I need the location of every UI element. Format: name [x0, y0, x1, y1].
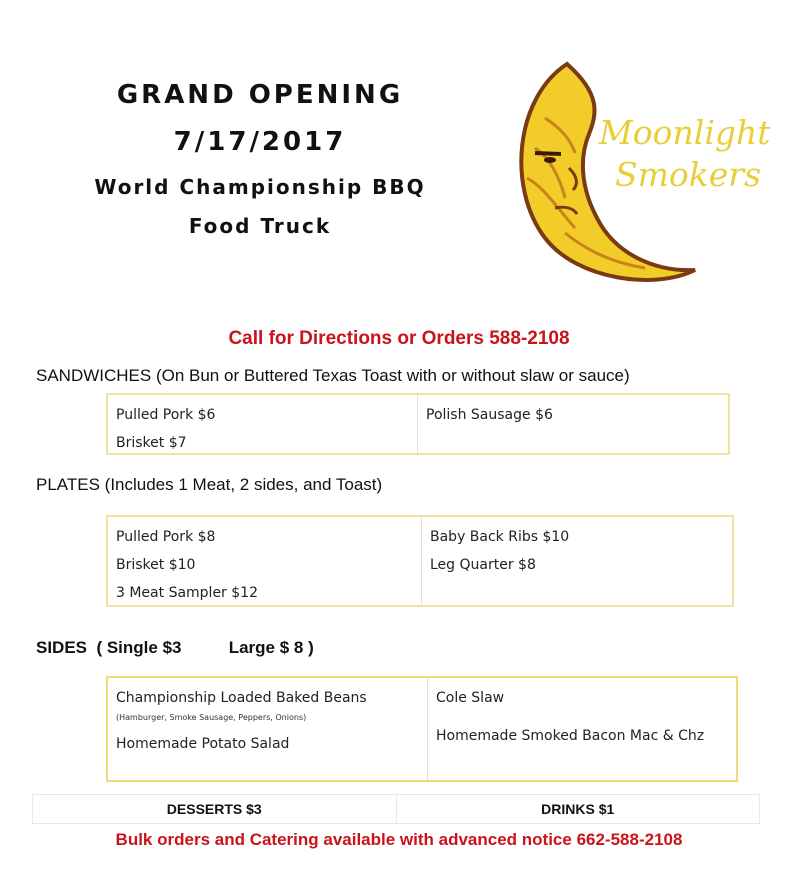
- sandwiches-left-column: [108, 395, 418, 453]
- menu-item: Cole Slaw: [436, 690, 505, 706]
- sandwiches-menu-box: [106, 393, 730, 455]
- sides-menu-box: [106, 676, 738, 782]
- desserts-drinks-bar: [32, 794, 760, 824]
- sandwiches-heading: SANDWICHES (On Bun or Buttered Texas Toast with or without slaw or sauce): [36, 366, 630, 385]
- logo-text-moonlight: Moonlight: [599, 113, 771, 152]
- menu-item: 3 Meat Sampler $12: [116, 585, 258, 601]
- opening-date: 7/17/2017: [173, 127, 347, 157]
- bbq-title: World Championship BBQ: [94, 175, 426, 199]
- plates-right-column: [422, 517, 577, 605]
- sides-heading: SIDES ( Single $3 Large $ 8 ): [36, 638, 314, 657]
- sandwiches-right-column: [418, 395, 561, 453]
- call-for-directions: Call for Directions or Orders 588-2108: [228, 328, 570, 349]
- menu-item: Pulled Pork $8: [116, 529, 216, 545]
- menu-item: Brisket $10: [116, 557, 196, 573]
- menu-item: Leg Quarter $8: [430, 557, 536, 573]
- menu-item: Homemade Potato Salad: [116, 736, 290, 752]
- sides-left-column: [108, 678, 428, 780]
- plates-menu-box: [106, 515, 734, 607]
- menu-item: Baby Back Ribs $10: [430, 529, 570, 545]
- logo-text-smokers: Smokers: [615, 155, 762, 194]
- menu-item: Brisket $7: [116, 435, 187, 451]
- menu-item: Polish Sausage $6: [426, 407, 553, 423]
- menu-item: Championship Loaded Baked Beans: [116, 690, 367, 706]
- menu-item-note: (Hamburger, Smoke Sausage, Peppers, Onions): [116, 713, 307, 722]
- grand-opening-title: GRAND OPENING: [116, 80, 404, 110]
- menu-item: Homemade Smoked Bacon Mac & Chz: [436, 728, 705, 744]
- desserts-price: DESSERTS $3: [33, 795, 397, 823]
- plates-left-column: [108, 517, 422, 605]
- food-truck-title: Food Truck: [188, 214, 332, 238]
- plates-heading: PLATES (Includes 1 Meat, 2 sides, and Toast): [36, 475, 383, 494]
- catering-footer: Bulk orders and Catering available with advanced notice 662-588-2108: [115, 830, 683, 849]
- menu-item: Pulled Pork $6: [116, 407, 216, 423]
- drinks-price: DRINKS $1: [541, 801, 615, 817]
- sides-right-column: [428, 678, 712, 780]
- moonlight-smokers-logo: [505, 58, 775, 288]
